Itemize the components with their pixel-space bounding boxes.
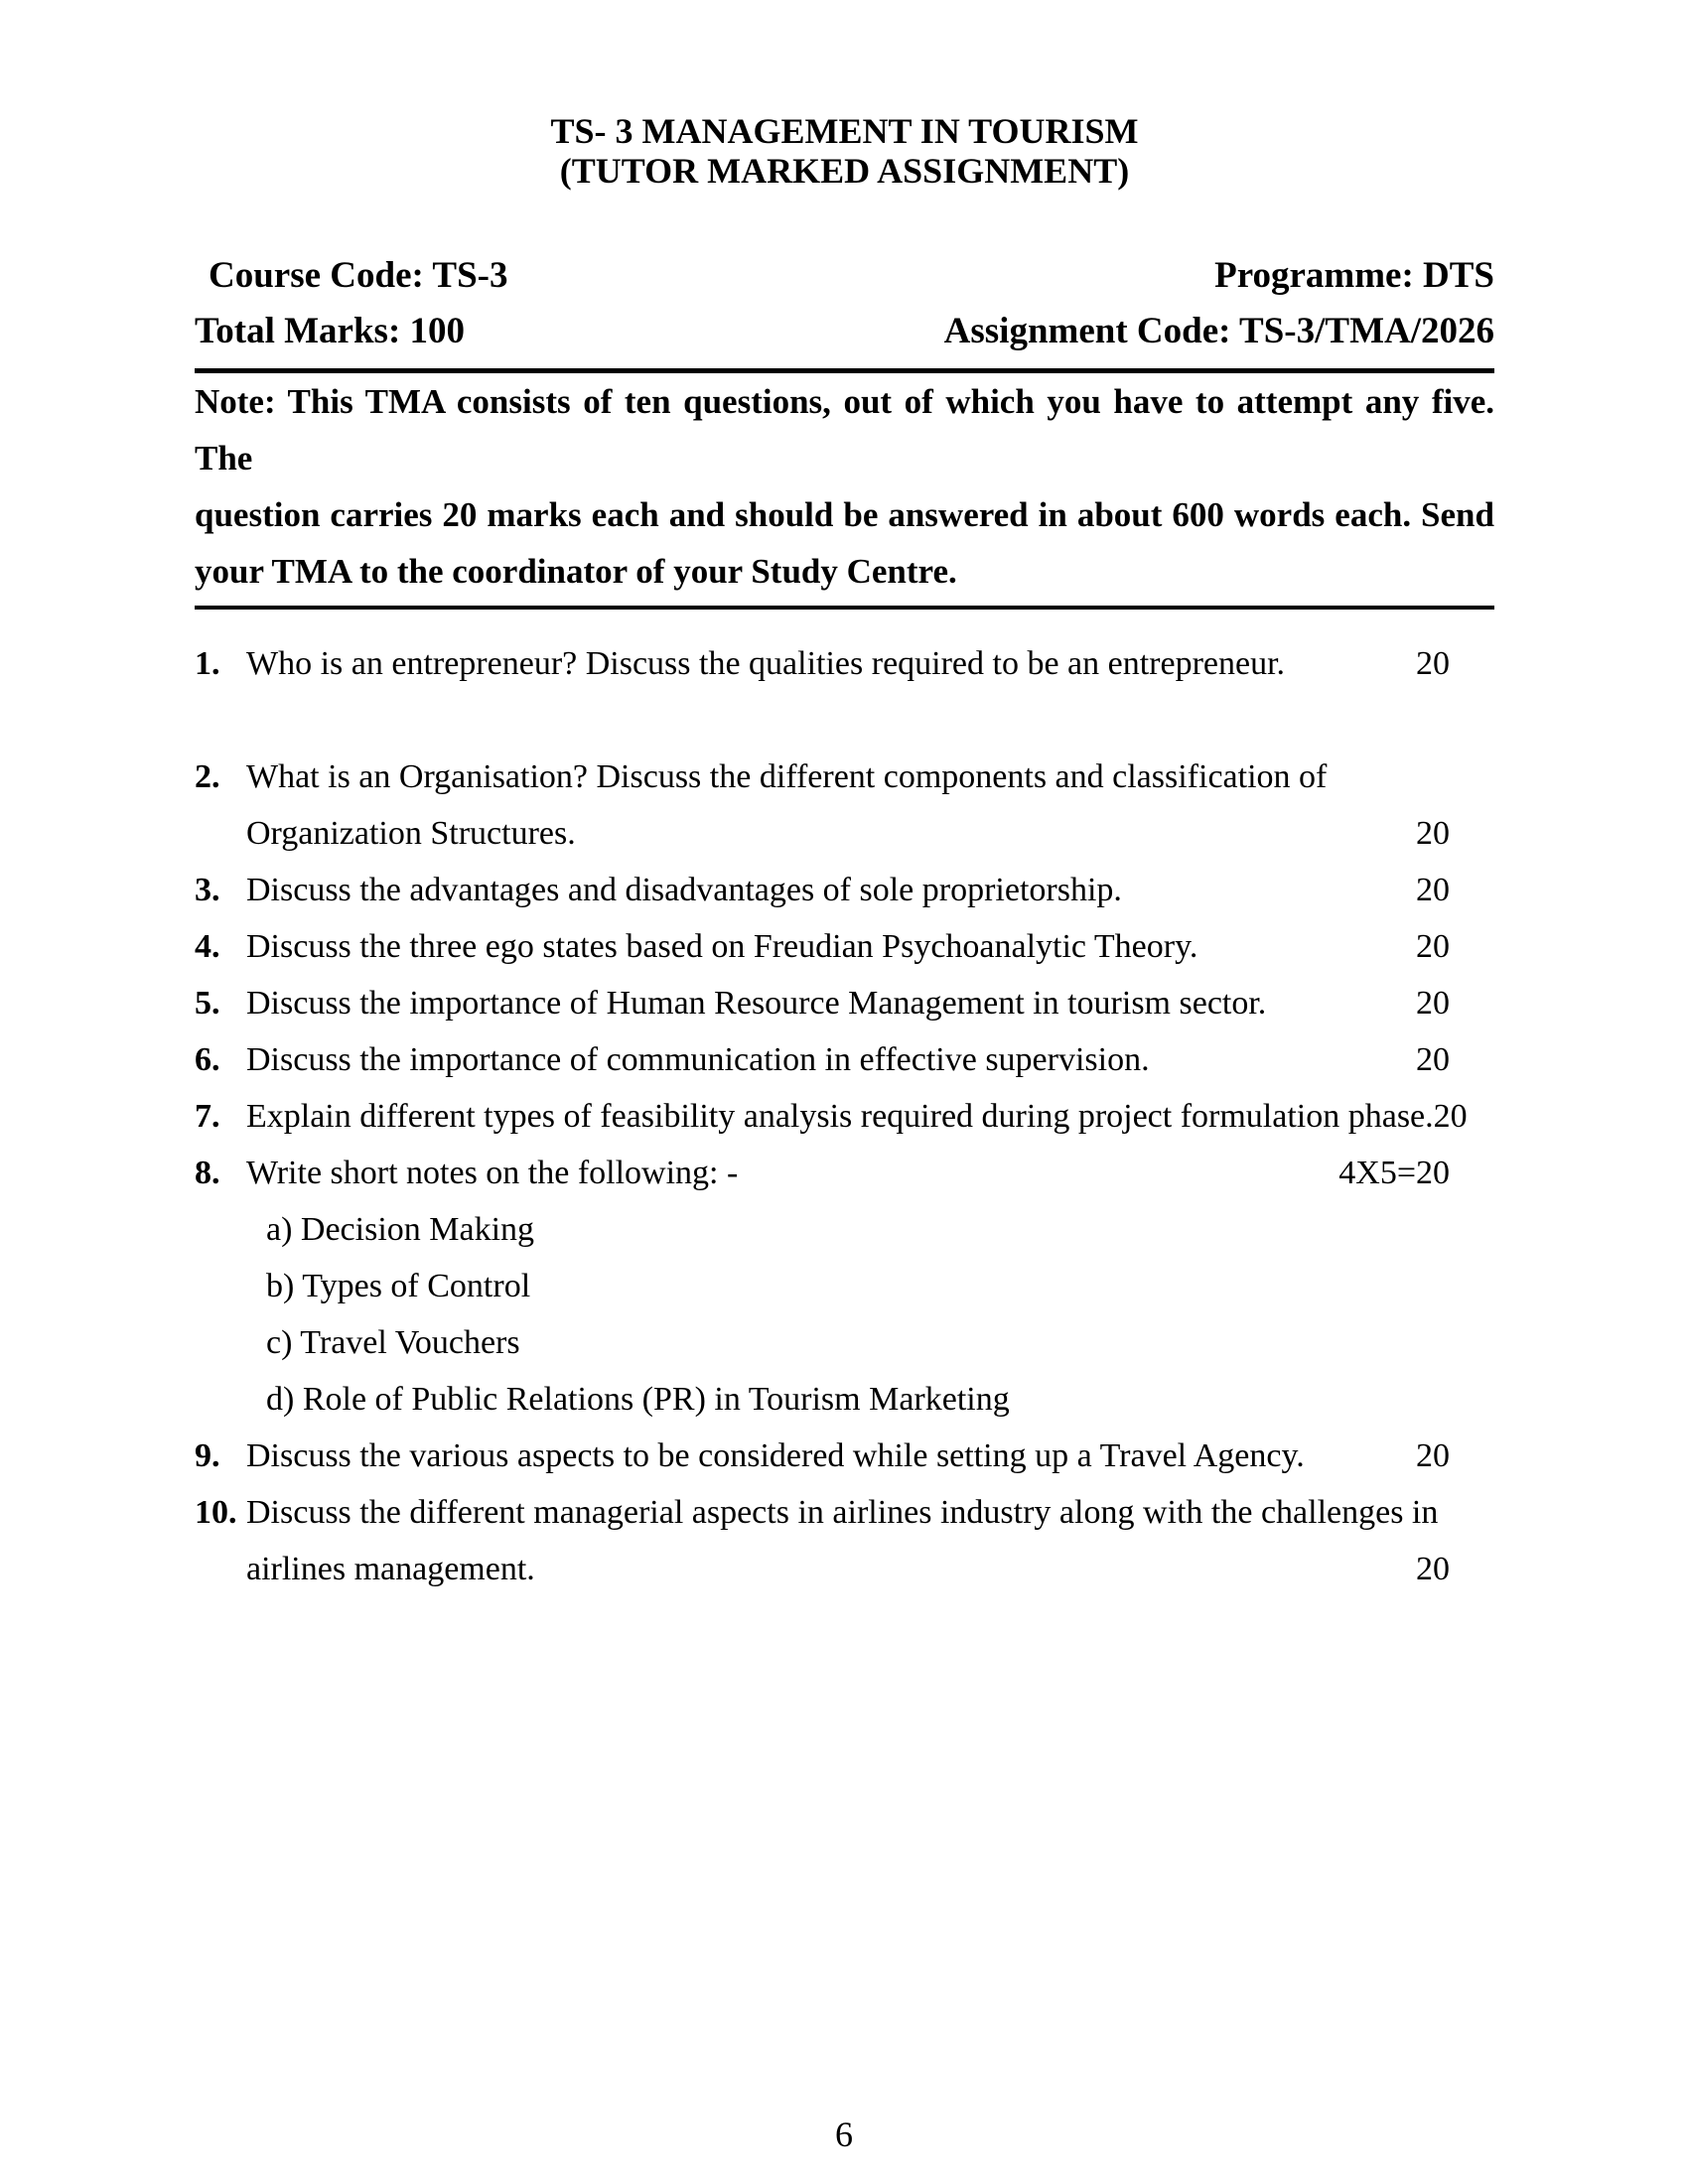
- question-marks: 20: [1433, 1098, 1468, 1135]
- question-number: 8.: [195, 1155, 220, 1191]
- note-line-1: Note: This TMA consists of ten questions, out of which you have to attempt any five. The: [195, 382, 1494, 478]
- questions-list: [195, 635, 1494, 1597]
- question-subitem: c) Travel Vouchers: [266, 1324, 520, 1361]
- question-number: 10.: [195, 1494, 237, 1531]
- question-subitem: b) Types of Control: [266, 1268, 531, 1304]
- question-line: What is an Organisation? Discuss the different components and classification of: [246, 758, 1328, 795]
- question-subitem: d) Role of Public Relations (PR) in Tourism Marketing: [266, 1381, 1010, 1418]
- question-text: [246, 1031, 1410, 1088]
- total-marks-label: Total Marks: 100: [195, 311, 466, 351]
- question-line: Discuss the importance of Human Resource Management in tourism sector.: [246, 985, 1267, 1022]
- page-number: 6: [835, 2115, 853, 2154]
- note-line-2: question carries 20 marks each and should be answered in about 600 words each. Send: [195, 495, 1494, 534]
- question-text: [246, 1428, 1410, 1484]
- question-row: [195, 1088, 1468, 1145]
- header-row-2: [195, 308, 1494, 355]
- header-row-1: [195, 252, 1494, 300]
- question-marks: 20: [1416, 645, 1450, 682]
- question-text: [246, 975, 1410, 1031]
- question-text: [246, 862, 1410, 918]
- question-row: [195, 635, 1450, 692]
- question-line: Discuss the different managerial aspects in airlines industry along with the challenges in: [246, 1494, 1439, 1531]
- question-line: airlines management.: [246, 1551, 535, 1587]
- question-number: 1.: [195, 645, 220, 682]
- course-code-label: Course Code: TS-3: [209, 255, 508, 296]
- assignment-code-label: Assignment Code: TS-3/TMA/2026: [943, 311, 1494, 351]
- question-row: [195, 1484, 1450, 1597]
- document-title: [195, 0, 1494, 191]
- question-line: Discuss the three ego states based on Freudian Psychoanalytic Theory.: [246, 928, 1198, 965]
- question-marks: 20: [1416, 1041, 1450, 1078]
- horizontal-rule-bottom: [195, 606, 1494, 610]
- question-marks: 4X5=20: [1338, 1155, 1450, 1191]
- question-line: Discuss the various aspects to be considered while setting up a Travel Agency.: [246, 1437, 1305, 1474]
- question-number: 2.: [195, 758, 220, 795]
- document-content: [195, 0, 1494, 1597]
- question-line: Organization Structures.: [246, 815, 576, 852]
- question-marks: 20: [1416, 1551, 1450, 1587]
- question-text: [246, 635, 1410, 692]
- question-number: 6.: [195, 1041, 220, 1078]
- question-row: [195, 1031, 1450, 1088]
- question-number: 9.: [195, 1437, 220, 1474]
- title-line-1: TS- 3 MANAGEMENT IN TOURISM: [550, 111, 1139, 151]
- question-marks: 20: [1416, 1437, 1450, 1474]
- question-row: [195, 1428, 1450, 1484]
- question-line: Write short notes on the following: -: [246, 1155, 739, 1191]
- question-row: [195, 975, 1450, 1031]
- question-number: 3.: [195, 872, 220, 908]
- question-subitem: a) Decision Making: [266, 1211, 535, 1248]
- note-paragraph: [195, 373, 1494, 600]
- question-number: 7.: [195, 1098, 220, 1135]
- question-text: [246, 918, 1410, 975]
- programme-label: Programme: DTS: [1214, 255, 1494, 296]
- question-text: [246, 1145, 1333, 1201]
- question-marks: 20: [1416, 872, 1450, 908]
- question-text: [246, 749, 1410, 862]
- question-row: [195, 862, 1450, 918]
- question-marks: 20: [1416, 985, 1450, 1022]
- question-line: Discuss the importance of communication in effective supervision.: [246, 1041, 1150, 1078]
- question-row: [195, 1145, 1450, 1201]
- question-row: [195, 918, 1450, 975]
- question-line: Explain different types of feasibility analysis required during project formulation phase.20: [246, 1098, 1468, 1135]
- question-number: 5.: [195, 985, 220, 1022]
- question-line: Discuss the advantages and disadvantages of sole proprietorship.: [246, 872, 1122, 908]
- question-number: 4.: [195, 928, 220, 965]
- title-line-2: (TUTOR MARKED ASSIGNMENT): [559, 151, 1130, 191]
- note-line-3: your TMA to the coordinator of your Study Centre.: [195, 552, 957, 591]
- question-marks: 20: [1416, 928, 1450, 965]
- question-row: [195, 749, 1450, 862]
- question-text: [246, 1088, 1468, 1145]
- question-line: Who is an entrepreneur? Discuss the qualities required to be an entrepreneur.: [246, 645, 1286, 682]
- question-marks: 20: [1416, 815, 1450, 852]
